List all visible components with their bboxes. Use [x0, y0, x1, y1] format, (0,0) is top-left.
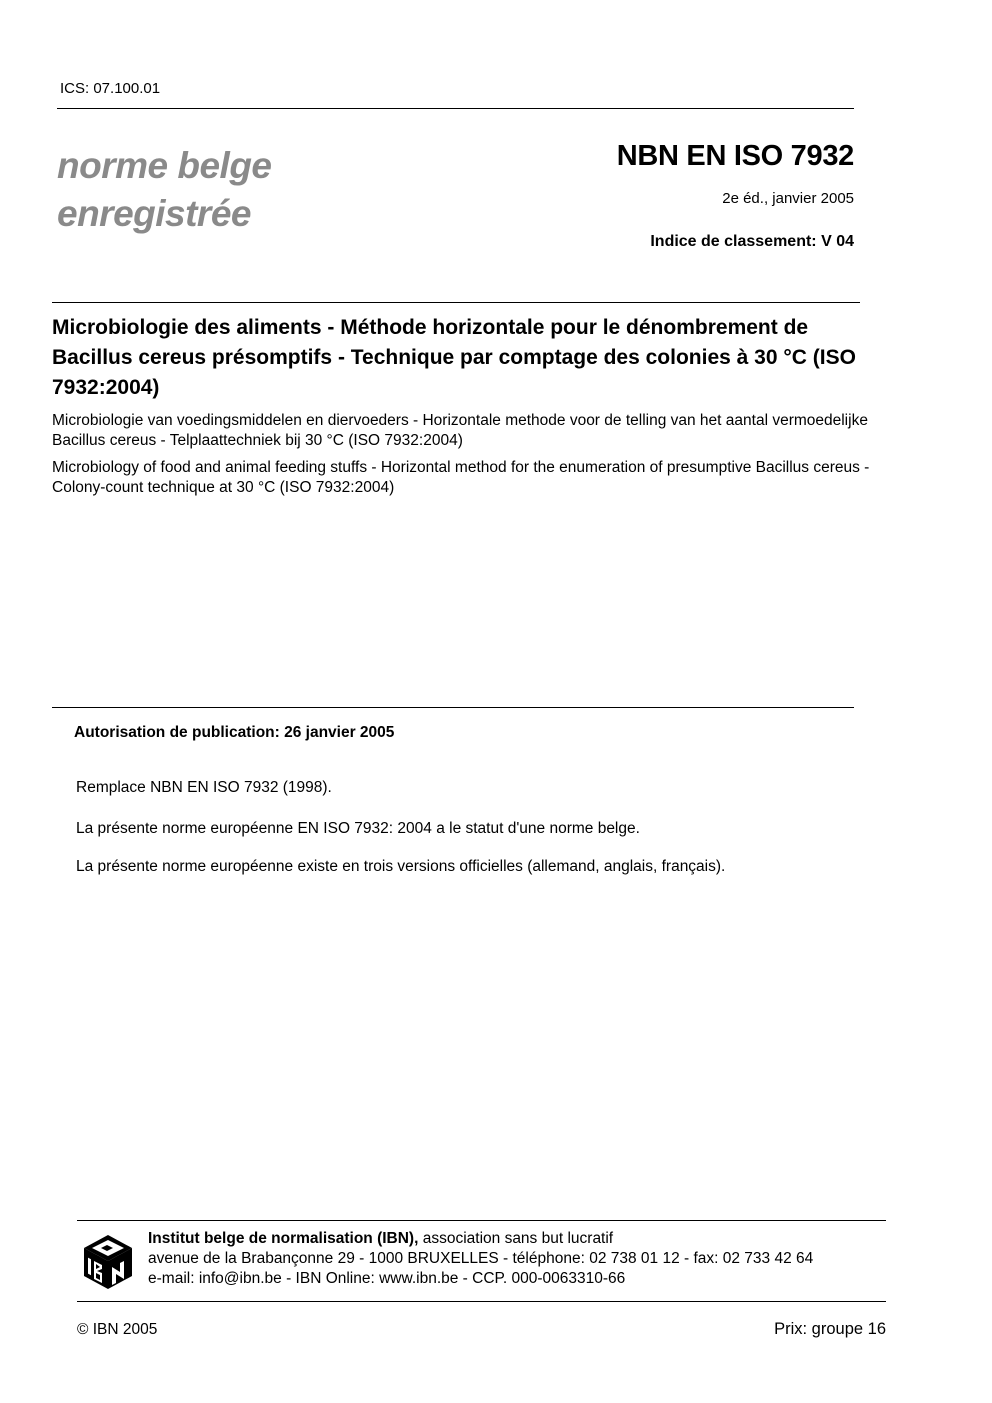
ibn-org-line: [148, 1229, 813, 1249]
ibn-logo-icon: [83, 1234, 133, 1290]
ibn-org-type: association sans but lucratif: [418, 1230, 614, 1247]
classification-index: Indice de classement: V 04: [650, 233, 854, 250]
header-top-rule: [57, 108, 854, 109]
replacement-note: Remplace NBN EN ISO 7932 (1998).: [76, 779, 332, 796]
title-english: Microbiology of food and animal feeding stuffs - Horizontal method for the enumeration of presumptive Bacillus cereus - Colony-count technique at 30 °C (ISO 7932:2004): [52, 459, 870, 496]
ics-code: ICS: 07.100.01: [60, 80, 161, 97]
brand-line-2: enregistrée: [57, 193, 251, 234]
footer-top-rule: [77, 1220, 886, 1221]
edition-date: 2e éd., janvier 2005: [722, 190, 854, 207]
price-group: Prix: groupe 16: [774, 1320, 886, 1338]
document-number: NBN EN ISO 7932: [616, 140, 854, 172]
copyright-notice: © IBN 2005: [77, 1321, 158, 1338]
title-french: Microbiologie des aliments - Méthode horizontale pour le dénombrement de Bacillus cereus présomptifs - Technique par comptage des colonies à 30 °C (ISO 7932:2004): [52, 316, 856, 399]
ibn-info-block: [148, 1229, 813, 1289]
versions-note: La présente norme européenne existe en trois versions officielles (allemand, anglais, français).: [76, 858, 726, 875]
publication-authorization: Autorisation de publication: 26 janvier 2005: [74, 724, 395, 741]
footer-bottom-rule: [77, 1301, 886, 1302]
ibn-org-name: Institut belge de normalisation (IBN),: [148, 1230, 419, 1247]
brand-label: [57, 142, 272, 238]
title-top-rule: [52, 302, 860, 303]
title-dutch: Microbiologie van voedingsmiddelen en diervoeders - Horizontale methode voor de telling van het aantal vermoedelijke Bacillus cereus - Telplaattechniek bij 30 °C (ISO 7932:2004): [52, 412, 868, 449]
ibn-address: avenue de la Brabançonne 29 - 1000 BRUXELLES - téléphone: 02 738 01 12 - fax: 02 733 42 64: [148, 1250, 814, 1267]
brand-line-1: norme belge: [57, 145, 272, 186]
ibn-contact: e-mail: info@ibn.be - IBN Online: www.ibn.be - CCP. 000-0063310-66: [148, 1270, 626, 1287]
publication-top-rule: [52, 707, 854, 708]
status-note: La présente norme européenne EN ISO 7932: 2004 a le statut d'une norme belge.: [76, 820, 640, 837]
